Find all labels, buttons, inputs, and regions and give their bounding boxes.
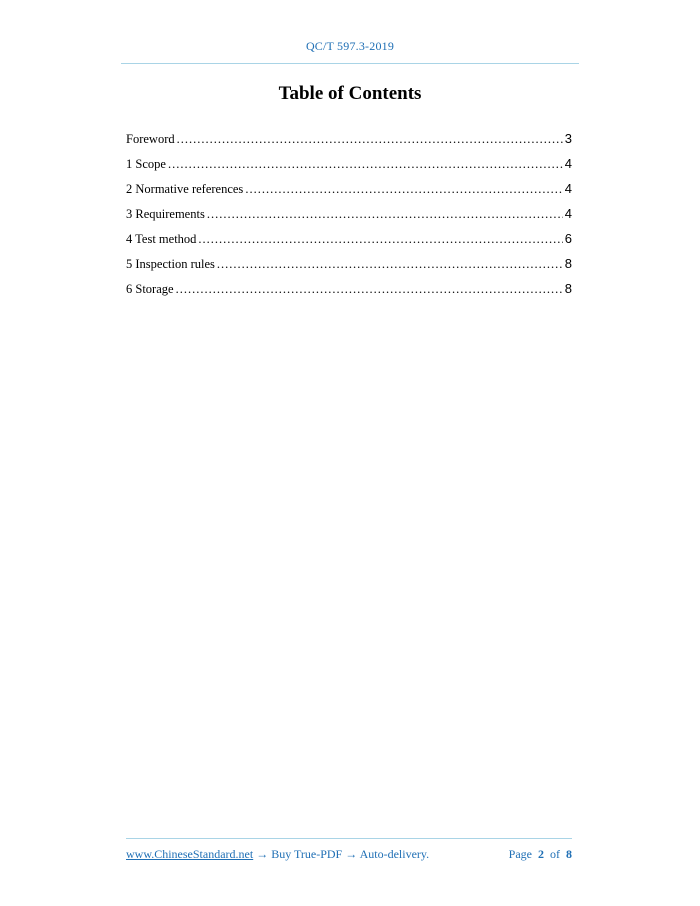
header-standard-code: QC/T 597.3-2019 [305,39,395,53]
toc-entry-storage[interactable] [126,281,572,306]
toc-entry-label: 1 Scope [126,157,166,171]
toc-entry-page: 6 [564,231,572,246]
footer-divider [126,838,572,839]
page-word: Page [508,847,532,861]
toc-entry-label: 4 Test method [126,232,197,246]
toc-leader-dots [245,182,562,197]
toc-leader-dots [198,232,562,247]
footer-promo [126,847,429,862]
toc-entry-normative-references[interactable] [126,181,572,206]
page-number [509,847,572,862]
toc-entry-inspection-rules[interactable] [126,256,572,281]
arrow-icon: → [342,847,360,861]
toc-leader-dots [207,207,563,222]
arrow-icon: → [253,847,272,861]
site-link[interactable]: www.ChineseStandard.net [126,847,254,861]
footer-buy-text: Buy True-PDF [271,847,343,861]
toc-entry-label: 3 Requirements [126,207,205,221]
toc-entry-page: 8 [564,281,572,296]
toc-entry-page: 3 [564,131,572,146]
toc-entry-scope[interactable] [126,156,572,181]
toc-entry-foreword[interactable] [126,131,572,156]
toc-entry-label: 5 Inspection rules [126,257,215,271]
toc-entry-label: 6 Storage [126,282,174,296]
toc-entry-page: 4 [564,156,572,171]
toc-entry-page: 4 [564,181,572,196]
toc-entry-page: 8 [564,256,572,271]
toc-title: Table of Contents [278,83,422,104]
toc-entry-test-method[interactable] [126,231,572,256]
footer-delivery-text: Auto-delivery. [359,847,430,861]
current-page-number: 2 [538,847,544,861]
toc-entry-page: 4 [564,206,572,221]
toc-leader-dots [176,282,563,297]
toc-entry-label: Foreword [126,132,175,146]
header-divider [121,63,579,64]
of-word: of [550,847,560,861]
toc-entry-requirements[interactable] [126,206,572,231]
toc-entry-label: 2 Normative references [126,182,244,196]
total-pages-number: 8 [566,847,572,861]
toc-leader-dots [168,157,563,172]
toc-leader-dots [217,257,563,272]
toc-list [126,131,572,306]
toc-leader-dots [177,132,563,147]
